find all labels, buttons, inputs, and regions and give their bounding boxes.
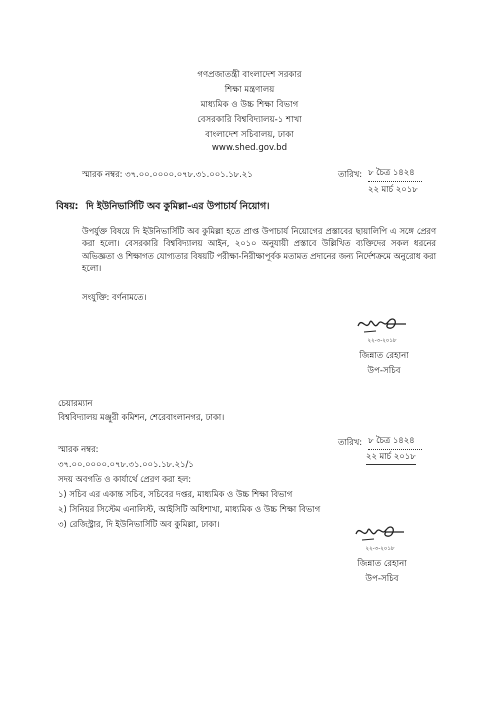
header-website[interactable]: www.shed.gov.bd [211, 143, 288, 153]
cc-item: ৩) রেজিস্ট্রার, দি ইউনিভার্সিটি অব কুমিল্লা, ঢাকা। [58, 519, 220, 529]
memo2-reference: ৩৭.০০.০০০০.০৭৮.৩১.০০১.১৮.২১/১ [58, 459, 194, 469]
body-paragraph: উপর্যুক্ত বিষয়ে দি ইউনিভার্সিটি অব কুমিল্লা হতে প্রাপ্ত উপাচার্য নিয়োগের প্রস্তাবের ছায়ালিপি এ সঙ্গে প্রেরণ করা হলো। বেসরকারি বিশ্ববিদ্যালয় আইন, ২০১০ অনুযায়ী প্রস্তাবে উল্লিখিত ব্যক্তিদের সকল ধরনের অভিজ্ঞতা ও শিক্ষাগত যোগ্যতার বিষয়টি পরীক্ষা-নিরীক্ষাপূর্বক মতামত প্রদানের জন্য নির্দেশক্রমে অনুরোধ করা হলো। [82, 226, 436, 274]
subject-label: বিষয়: [56, 201, 79, 212]
cc-item: ১) সচিব এর একান্ত সচিব, সচিবের দপ্তর, মাধ্যমিক ও উচ্চ শিক্ষা বিভাগ [58, 489, 293, 499]
memo2-date-gregorian: ২২ মার্চ ২০১৮ [366, 450, 416, 465]
signatory-name: জিন্নাত রেহানা [359, 351, 409, 361]
header-branch: বেসরকারি বিশ্ববিদ্যালয়-১ শাখা [197, 115, 302, 125]
attachment-note: সংযুক্তি: বর্ণনামতে। [82, 292, 147, 302]
subject-text: দি ইউনিভার্সিটি অব কুমিল্লা-এর উপাচার্য নিয়োগ। [86, 201, 270, 212]
signatory2-title: উপ-সচিব [365, 574, 399, 584]
signatory2-name: জিন্নাত রেহানা [357, 559, 407, 569]
header-government: গণপ্রজাতন্ত্রী বাংলাদেশ সরকার [197, 70, 302, 80]
signature-mark [354, 310, 410, 336]
memo2-reference-label: স্মারক নম্বর: [58, 444, 99, 454]
memo2-date-label: তারিখ: [338, 437, 363, 447]
header-location: বাংলাদেশ সচিবালয়, ঢাকা [205, 130, 294, 140]
signatory-title: উপ-সচিব [367, 366, 401, 376]
header-division: মাধ্যমিক ও উচ্চ শিক্ষা বিভাগ [200, 100, 299, 110]
memo-reference: স্মারক নম্বর: ৩৭.০০.০০০০.০৭৮.৩১.০০১.১৮.২১ [82, 169, 253, 179]
signature-mark [352, 518, 408, 544]
date-label: তারিখ: [338, 169, 363, 179]
cc-item: ২) সিনিয়র সিস্টেম এনালিস্ট, আইসিটি অধিশাখা, মাধ্যমিক ও উচ্চ শিক্ষা বিভাগ [58, 504, 321, 514]
date-bangla: ৮ চৈত্র ১৪২৪ [368, 166, 422, 182]
date-gregorian: ২২ মার্চ ২০১৮ [368, 184, 418, 194]
memo2-date-bangla: ৮ চৈত্র ১৪২৪ [368, 434, 422, 450]
recipient-title: চেয়ারম্যান [58, 398, 93, 408]
header-ministry: শিক্ষা মন্ত্রণালয় [224, 85, 275, 95]
recipient-organization: বিশ্ববিদ্যালয় মঞ্জুরী কমিশন, শেরেবাংলানগর, ঢাকা। [58, 412, 225, 422]
cc-intro: সদয় অবগতি ও কার্যার্থে প্রেরণ করা হল: [58, 474, 192, 484]
signature2-date: ২২-৩-২০১৮ [365, 546, 395, 552]
signature-date: ২২-৩-২০১৮ [367, 338, 397, 344]
